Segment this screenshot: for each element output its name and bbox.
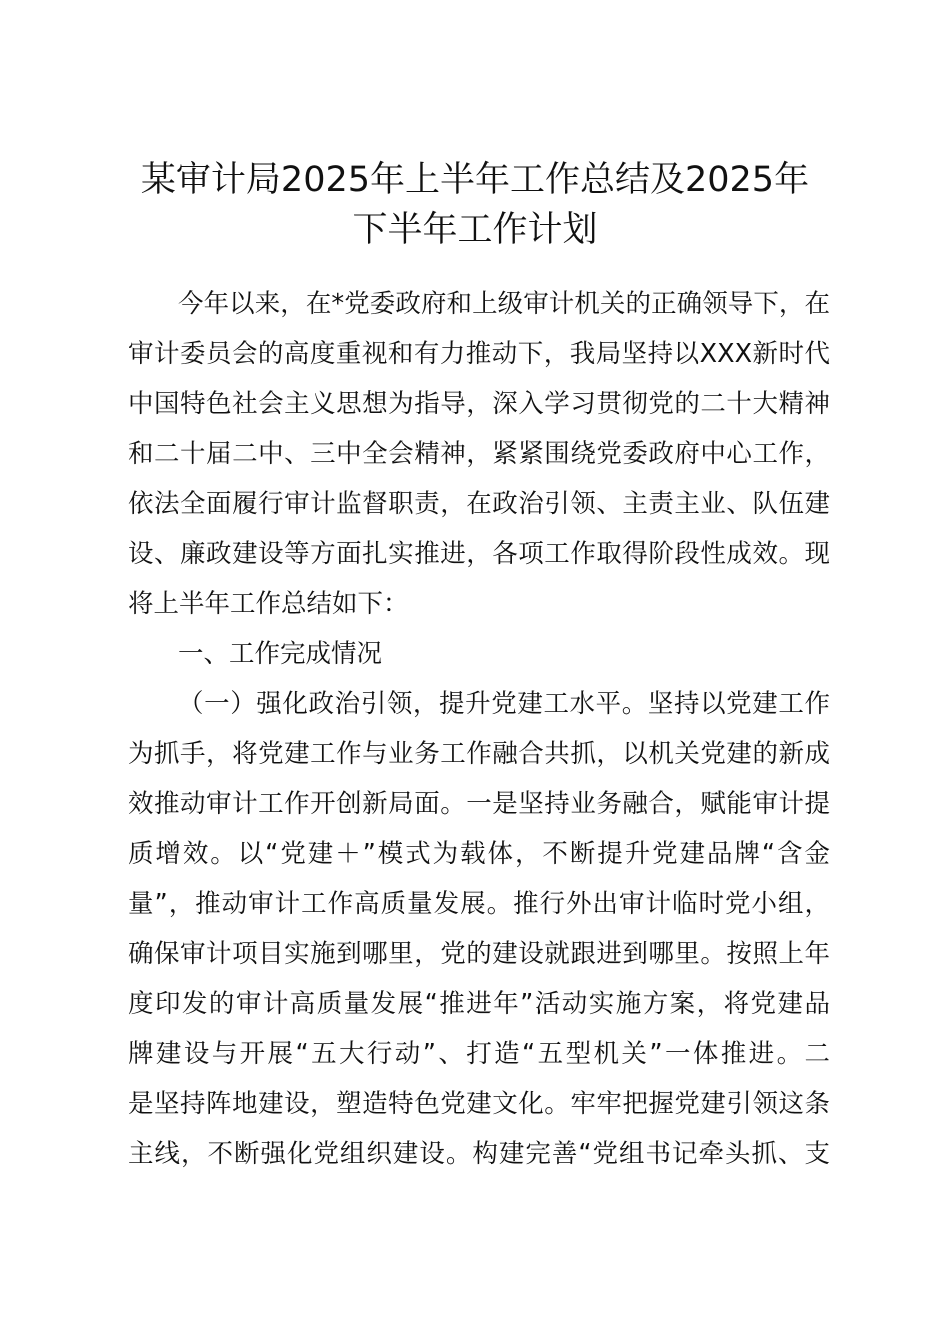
document-title-line-2: 下半年工作计划 [352,210,598,250]
body-paragraph-line: 度印发的审计高质量发展“推进年”活动实施方案，将党建品 [128,989,830,1019]
body-paragraph-line: （一）强化政治引领，提升党建工水平。坚持以党建工作 [178,689,830,719]
intro-paragraph-line: 和二十届二中、三中全会精神，紧紧围绕党委政府中心工作， [128,439,830,469]
section-heading: 一、工作完成情况 [178,639,383,669]
body-paragraph-line: 主线，不断强化党组织建设。构建完善“党组书记牵头抓、支 [128,1139,830,1169]
intro-paragraph-line: 今年以来，在*党委政府和上级审计机关的正确领导下，在 [178,289,830,319]
intro-paragraph-line: 设、廉政建设等方面扎实推进，各项工作取得阶段性成效。现 [128,539,830,569]
document-title-line-1: 某审计局2025年上半年工作总结及2025年 [140,160,810,200]
intro-paragraph-line: 将上半年工作总结如下： [128,589,409,619]
intro-paragraph-line: 依法全面履行审计监督职责，在政治引领、主责主业、队伍建 [128,489,830,519]
body-paragraph-line: 牌建设与开展“五大行动”、打造“五型机关”一体推进。二 [128,1039,830,1069]
body-paragraph-line: 量”，推动审计工作高质量发展。推行外出审计临时党小组， [128,889,830,919]
body-paragraph-line: 质增效。以“党建＋”模式为载体，不断提升党建品牌“含金 [128,839,830,869]
body-paragraph-line: 效推动审计工作开创新局面。一是坚持业务融合，赋能审计提 [128,789,830,819]
body-paragraph-line: 确保审计项目实施到哪里，党的建设就跟进到哪里。按照上年 [128,939,830,969]
body-paragraph-line: 为抓手，将党建工作与业务工作融合共抓，以机关党建的新成 [128,739,830,769]
intro-paragraph-line: 审计委员会的高度重视和有力推动下，我局坚持以XXX新时代 [128,339,830,369]
body-paragraph-line: 是坚持阵地建设，塑造特色党建文化。牢牢把握党建引领这条 [128,1089,830,1119]
intro-paragraph-line: 中国特色社会主义思想为指导，深入学习贯彻党的二十大精神 [128,389,830,419]
